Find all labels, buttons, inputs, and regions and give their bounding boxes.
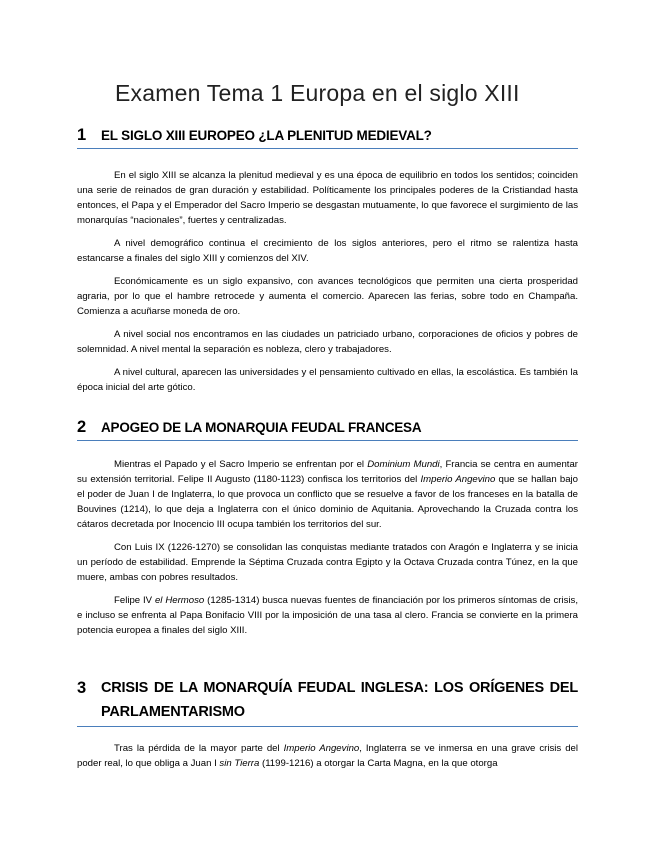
section-3 [77, 676, 578, 771]
section-2-heading [77, 418, 578, 441]
text-run: Felipe IV [114, 595, 155, 606]
section-1 [77, 126, 578, 395]
paragraph: Con Luis IX (1226-1270) se consolidan las conquistas mediante tratados con Aragón e Inglaterra y se inicia un período de estabilidad. Emprende la Séptima Cruzada contra Egipto y la Octava Cruzada contra Túnez, en la que muere, ambas con pobres resultados. [77, 542, 578, 583]
document-title: Examen Tema 1 Europa en el siglo XIII [115, 80, 520, 106]
italic-run: Dominium Mundi [367, 459, 440, 470]
section-number: 2 [77, 418, 87, 436]
paragraph [77, 457, 578, 532]
italic-run: sin Tierra [219, 758, 260, 769]
section-number: 1 [77, 126, 87, 144]
italic-run: el Hermoso [154, 595, 205, 606]
paragraph: En el siglo XIII se alcanza la plenitud medieval y es una época de equilibrio en todos los sentidos; coinciden una serie de reinados de gran duración y estabilidad. Políticamente los principales poderes de la Cristiandad hasta entonces, el Papa y el Emperador del Sacro Imperio se desgastan mutuamente, lo que favorece el surgimiento de las monarquías “nacionales”, fuertes y centralizadas. [77, 170, 578, 226]
section-1-heading [77, 126, 578, 149]
section-3-body [77, 741, 578, 771]
italic-run: Imperio Angevino [420, 474, 496, 485]
section-2 [77, 418, 578, 638]
text-run: Tras la pérdida de la mayor parte del [114, 743, 284, 754]
paragraph [77, 593, 578, 638]
paragraph [77, 741, 578, 771]
text-run: , Inglaterra se ve inmersa en una grave crisis del poder real, lo que obliga a Juan I [77, 743, 578, 769]
text-run: (1199-1216) a otorgar la Carta Magna, en la que otorga [259, 758, 498, 769]
italic-run: Imperio Angevino [283, 743, 360, 754]
paragraph: A nivel demográfico continua el crecimiento de los siglos anteriores, pero el ritmo se ralentiza hasta estancarse a finales del siglo XIII y comienzos del XIV. [77, 238, 578, 264]
text-run: , Francia se centra en aumentar su extensión territorial. Felipe II Augusto (1180-1123) confisca los territorios del [77, 459, 578, 485]
paragraph: Económicamente es un siglo expansivo, con avances tecnológicos que permiten una cierta prosperidad agraria, por lo que el hambre retrocede y aumenta el comercio. Aparecen las ferias, sobre todo en Champaña. Comienza a acuñarse moneda de oro. [77, 276, 578, 317]
section-heading-text: APOGEO DE LA MONARQUIA FEUDAL FRANCESA [101, 420, 422, 435]
paragraph: A nivel cultural, aparecen las universidades y el pensamiento cultivado en ellas, la escolástica. Es también la época inicial del arte gótico. [77, 367, 578, 393]
section-heading-text: EL SIGLO XIII EUROPEO ¿LA PLENITUD MEDIEVAL? [101, 128, 432, 143]
section-3-heading [77, 676, 578, 727]
section-2-body [77, 457, 578, 638]
text-run: (1285-1314) busca nuevas fuentes de financiación por los primeros síntomas de crisis, e incluso se enfrenta al Papa Bonifacio VIII por la imposición de una tasa al clero. Francia se convierte en la primera potencia europea a finales del siglo XIII. [77, 595, 579, 636]
paragraph: A nivel social nos encontramos en las ciudades un patriciado urbano, corporaciones de oficios y pobres de solemnidad. A nivel mental la separación es nobleza, clero y trabajadores. [77, 329, 578, 355]
section-number: 3 [77, 679, 87, 697]
text-run: que se hallan bajo el poder de Juan I de Inglaterra, lo que provoca un conflicto que se resuelve a favor de los franceses en la batalla de Bouvines (1214), lo que deja a Inglaterra con el único dominio de Aquitania. Aprovechando la Cruzada contra los cátaros decretada por Inocencio III ocupa también los territorios del sur. [77, 474, 579, 530]
text-run: Mientras el Papado y el Sacro Imperio se enfrentan por el [114, 459, 368, 470]
section-heading-text: CRISIS DE LA MONARQUÍA FEUDAL INGLESA: LOS ORÍGENES DEL PARLAMENTARISMO [101, 680, 578, 720]
section-1-body [77, 168, 578, 395]
